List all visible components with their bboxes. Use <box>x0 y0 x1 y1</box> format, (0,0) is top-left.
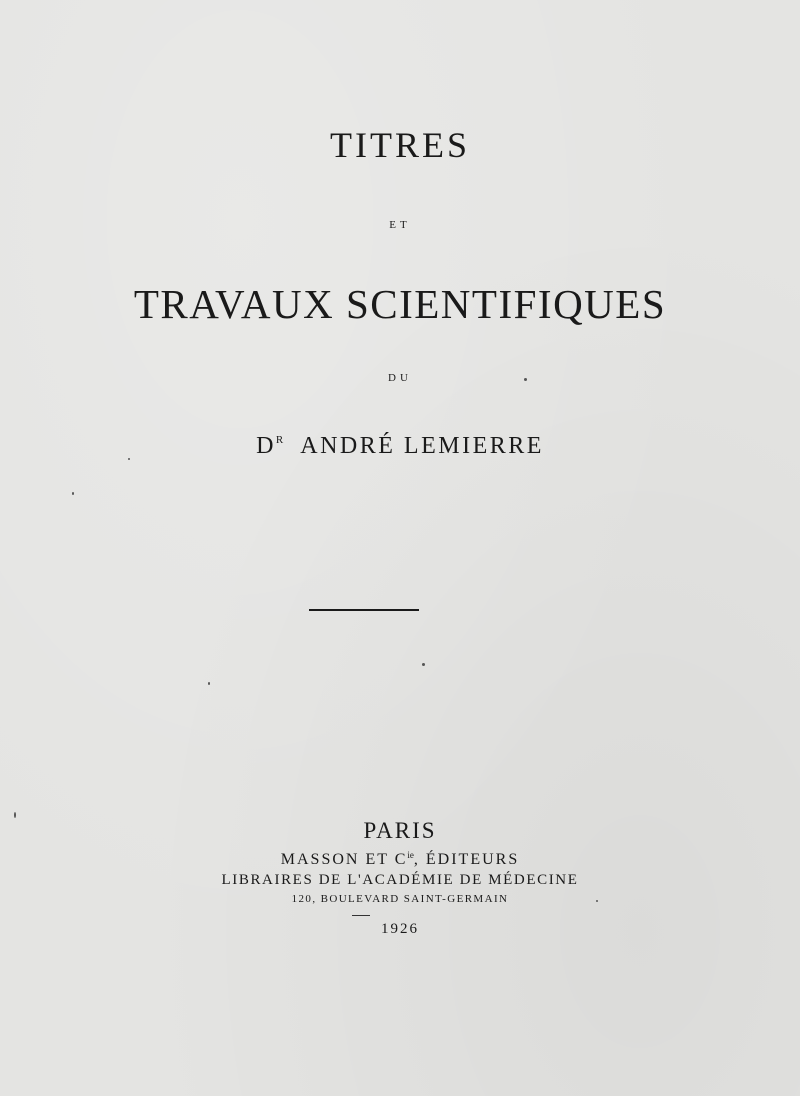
paper-speck <box>524 378 527 381</box>
paper-speck <box>72 492 74 495</box>
publisher-name: MASSON ET C <box>280 851 408 868</box>
author-prefix: D <box>256 433 276 459</box>
author-line <box>0 433 800 460</box>
imprint-address: 120, BOULEVARD SAINT-GERMAIN <box>291 893 509 905</box>
paper-speck <box>596 900 598 902</box>
publisher-superscript: ie <box>407 850 414 860</box>
conjunction-et: ET <box>389 219 411 231</box>
conjunction-du: DU <box>388 372 412 384</box>
author-name: ANDRÉ LEMIERRE <box>300 433 544 459</box>
paper-speck <box>14 812 16 818</box>
title-travaux-scientifiques: TRAVAUX SCIENTIFIQUES <box>133 281 667 327</box>
publisher-role: , ÉDITEURS <box>413 851 520 868</box>
paper-speck <box>128 458 130 460</box>
divider-rule <box>309 609 419 611</box>
imprint-city: PARIS <box>363 818 437 843</box>
paper-speck <box>422 663 425 666</box>
title-titres: TITRES <box>330 125 470 165</box>
imprint-library: LIBRAIRES DE L'ACADÉMIE DE MÉDECINE <box>221 872 579 888</box>
paper-speck <box>208 682 210 685</box>
imprint-year: 1926 <box>381 921 419 937</box>
year-divider <box>352 915 370 916</box>
imprint-publisher <box>0 850 800 869</box>
author-prefix-superscript: R <box>275 434 284 446</box>
